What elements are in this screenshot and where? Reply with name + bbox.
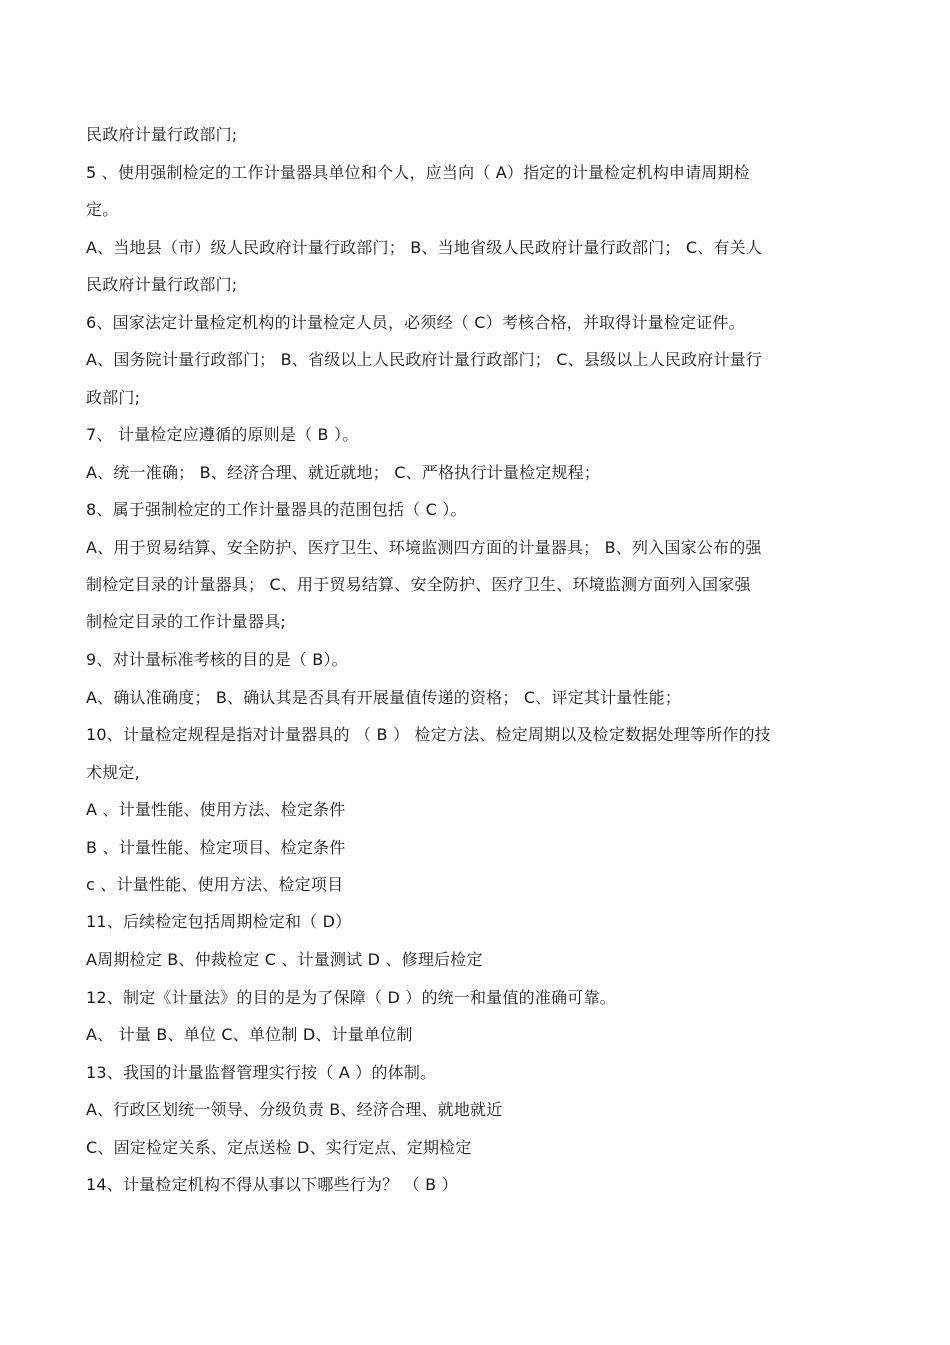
- option-a: A 、计量性能、使用方法、检定条件: [86, 800, 346, 819]
- text-line: 民政府计量行政部门;: [86, 125, 238, 144]
- question-7: 7、 计量检定应遵循的原则是（ B ）。: [86, 425, 359, 444]
- options-line: A、国务院计量行政部门； B、省级以上人民政府计量行政部门； C、县级以上人民政府计量行: [86, 350, 763, 369]
- option-b: B 、计量性能、检定项目、检定条件: [86, 838, 346, 857]
- options-line: A、 计量 B、单位 C、单位制 D、计量单位制: [86, 1025, 413, 1044]
- options-line: A、行政区划统一领导、分级负责 B、经济合理、就地就近: [86, 1100, 503, 1119]
- options-line: 制检定目录的工作计量器具;: [86, 612, 286, 631]
- options-line: A周期检定 B、仲裁检定 C 、计量测试 D 、修理后检定: [86, 950, 483, 969]
- option-c: c 、计量性能、使用方法、检定项目: [86, 875, 344, 894]
- question-10: 10、计量检定规程是指对计量器具的 （ B ） 检定方法、检定周期以及检定数据处理等所作的技: [86, 725, 771, 744]
- text-line: 政部门;: [86, 388, 141, 407]
- options-line: A、确认准确度； B、确认其是否具有开展量值传递的资格； C、评定其计量性能；: [86, 688, 682, 707]
- options-line: 制检定目录的计量器具； C、用于贸易结算、安全防护、医疗卫生、环境监测方面列入国家强: [86, 575, 751, 594]
- options-line: C、固定检定关系、定点送检 D、实行定点、定期检定: [86, 1138, 472, 1157]
- question-14: 14、计量检定机构不得从事以下哪些行为？ （ B ）: [86, 1175, 458, 1194]
- text-line: 民政府计量行政部门;: [86, 275, 238, 294]
- options-line: A、统一准确； B、经济合理、就近就地； C、严格执行计量检定规程；: [86, 463, 601, 482]
- question-6: 6、国家法定计量检定机构的计量检定人员，必须经（ C）考核合格，并取得计量检定证件。: [86, 313, 745, 332]
- question-9: 9、对计量标准考核的目的是（ B）。: [86, 650, 348, 669]
- question-12: 12、制定《计量法》的目的是为了保障（ D ）的统一和量值的准确可靠。: [86, 988, 616, 1007]
- text-line: 定。: [86, 200, 119, 219]
- question-8: 8、属于强制检定的工作计量器具的范围包括（ C ）。: [86, 500, 467, 519]
- question-11: 11、后续检定包括周期检定和（ D）: [86, 912, 352, 931]
- question-13: 13、我国的计量监督管理实行按（ A ）的体制。: [86, 1063, 437, 1082]
- text-line: 术规定,: [86, 763, 140, 782]
- options-line: A、用于贸易结算、安全防护、医疗卫生、环境监测四方面的计量器具； B、列入国家公布的强: [86, 538, 762, 557]
- question-5: 5 、使用强制检定的工作计量器具单位和个人，应当向（ A）指定的计量检定机构申请周期检: [86, 163, 750, 182]
- options-line: A、当地县（市）级人民政府计量行政部门； B、当地省级人民政府计量行政部门； C、有关人: [86, 238, 763, 257]
